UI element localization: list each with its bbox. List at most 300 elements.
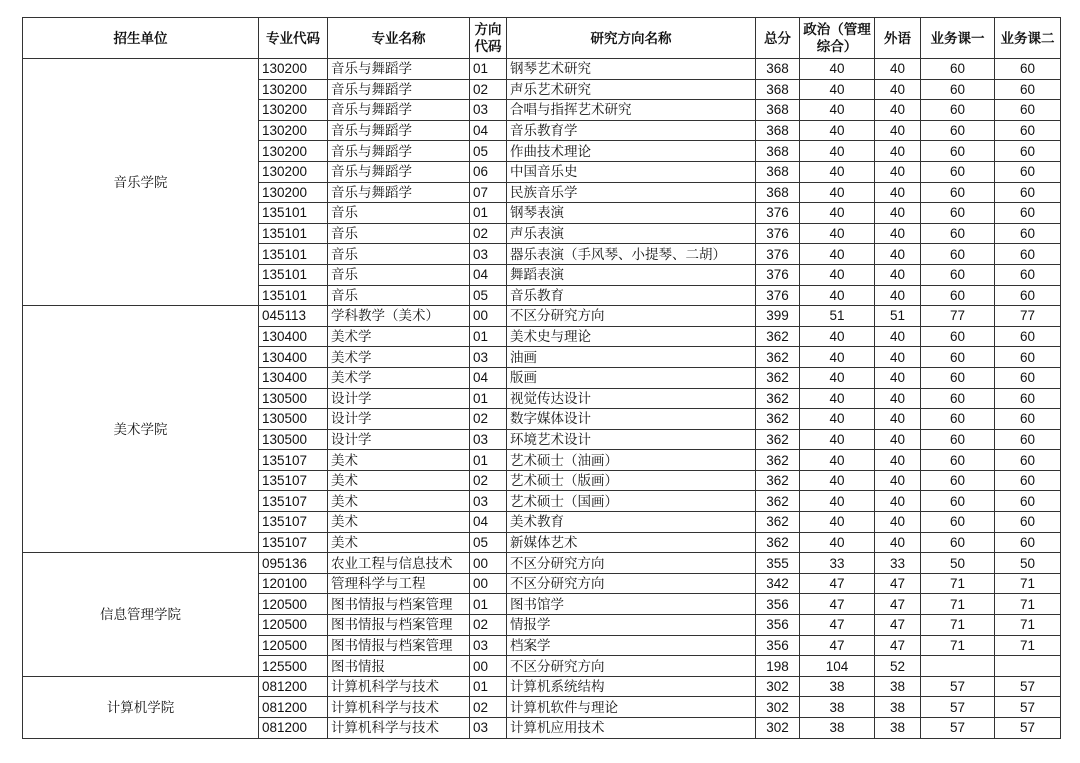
major-name: 图书情报与档案管理 (328, 615, 470, 636)
course-2-score: 60 (995, 409, 1061, 430)
total-score: 362 (756, 347, 800, 368)
foreign-language-score: 40 (875, 161, 921, 182)
major-code: 130400 (259, 326, 328, 347)
politics-score: 40 (800, 244, 875, 265)
course-2-score: 60 (995, 388, 1061, 409)
total-score: 368 (756, 182, 800, 203)
major-name: 美术 (328, 491, 470, 512)
major-name: 音乐与舞蹈学 (328, 161, 470, 182)
direction-code: 01 (470, 594, 507, 615)
direction-name: 合唱与指挥艺术研究 (507, 100, 756, 121)
direction-code: 00 (470, 656, 507, 677)
course-1-score: 60 (921, 141, 995, 162)
course-2-score: 60 (995, 429, 1061, 450)
direction-name: 不区分研究方向 (507, 553, 756, 574)
header-total: 总分 (756, 18, 800, 59)
course-2-score: 60 (995, 100, 1061, 121)
course-1-score: 60 (921, 409, 995, 430)
direction-name: 计算机应用技术 (507, 718, 756, 739)
direction-name: 艺术硕士（油画） (507, 450, 756, 471)
direction-name: 钢琴表演 (507, 203, 756, 224)
header-foreign-language: 外语 (875, 18, 921, 59)
total-score: 376 (756, 223, 800, 244)
course-2-score: 60 (995, 203, 1061, 224)
major-code: 135101 (259, 264, 328, 285)
header-politics: 政治（管理综合） (800, 18, 875, 59)
total-score: 368 (756, 79, 800, 100)
foreign-language-score: 40 (875, 182, 921, 203)
course-2-score: 60 (995, 512, 1061, 533)
politics-score: 40 (800, 367, 875, 388)
foreign-language-score: 38 (875, 697, 921, 718)
foreign-language-score: 38 (875, 718, 921, 739)
course-1-score: 60 (921, 450, 995, 471)
direction-code: 03 (470, 244, 507, 265)
header-major-name: 专业名称 (328, 18, 470, 59)
total-score: 198 (756, 656, 800, 677)
unit-cell: 计算机学院 (23, 676, 259, 738)
major-name: 管理科学与工程 (328, 573, 470, 594)
direction-name: 中国音乐史 (507, 161, 756, 182)
major-code: 095136 (259, 553, 328, 574)
course-2-score: 50 (995, 553, 1061, 574)
course-1-score: 60 (921, 203, 995, 224)
politics-score: 38 (800, 676, 875, 697)
total-score: 302 (756, 718, 800, 739)
politics-score: 47 (800, 615, 875, 636)
major-code: 120500 (259, 615, 328, 636)
course-1-score: 60 (921, 100, 995, 121)
major-name: 农业工程与信息技术 (328, 553, 470, 574)
major-name: 计算机科学与技术 (328, 676, 470, 697)
direction-name: 艺术硕士（版画） (507, 470, 756, 491)
major-code: 081200 (259, 697, 328, 718)
major-code: 135107 (259, 512, 328, 533)
foreign-language-score: 40 (875, 244, 921, 265)
course-2-score: 57 (995, 697, 1061, 718)
major-code: 130200 (259, 100, 328, 121)
total-score: 368 (756, 100, 800, 121)
major-name: 音乐与舞蹈学 (328, 100, 470, 121)
direction-code: 04 (470, 264, 507, 285)
course-1-score: 60 (921, 532, 995, 553)
foreign-language-score: 40 (875, 367, 921, 388)
politics-score: 33 (800, 553, 875, 574)
major-code: 130400 (259, 347, 328, 368)
major-name: 音乐与舞蹈学 (328, 79, 470, 100)
major-code: 135101 (259, 203, 328, 224)
course-2-score: 60 (995, 285, 1061, 306)
politics-score: 40 (800, 182, 875, 203)
direction-code: 03 (470, 491, 507, 512)
course-1-score (921, 656, 995, 677)
politics-score: 38 (800, 697, 875, 718)
total-score: 362 (756, 326, 800, 347)
course-1-score: 57 (921, 676, 995, 697)
foreign-language-score: 40 (875, 512, 921, 533)
course-1-score: 60 (921, 285, 995, 306)
direction-code: 00 (470, 306, 507, 327)
total-score: 342 (756, 573, 800, 594)
course-2-score: 71 (995, 615, 1061, 636)
header-row (23, 18, 1061, 59)
table-row (23, 553, 1061, 574)
course-2-score: 60 (995, 347, 1061, 368)
direction-code: 04 (470, 512, 507, 533)
course-2-score: 60 (995, 141, 1061, 162)
course-2-score: 60 (995, 491, 1061, 512)
total-score: 376 (756, 244, 800, 265)
direction-code: 04 (470, 120, 507, 141)
direction-code: 01 (470, 676, 507, 697)
direction-code: 01 (470, 59, 507, 80)
course-2-score: 60 (995, 450, 1061, 471)
direction-name: 不区分研究方向 (507, 573, 756, 594)
major-code: 135107 (259, 470, 328, 491)
total-score: 368 (756, 141, 800, 162)
total-score: 302 (756, 676, 800, 697)
foreign-language-score: 40 (875, 223, 921, 244)
direction-code: 06 (470, 161, 507, 182)
course-1-score: 71 (921, 615, 995, 636)
foreign-language-score: 40 (875, 79, 921, 100)
course-1-score: 71 (921, 635, 995, 656)
course-1-score: 57 (921, 697, 995, 718)
politics-score: 40 (800, 409, 875, 430)
direction-code: 04 (470, 367, 507, 388)
politics-score: 40 (800, 120, 875, 141)
major-code: 130500 (259, 409, 328, 430)
major-code: 120500 (259, 635, 328, 656)
direction-name: 声乐表演 (507, 223, 756, 244)
direction-code: 00 (470, 573, 507, 594)
course-2-score: 57 (995, 718, 1061, 739)
direction-name: 不区分研究方向 (507, 306, 756, 327)
total-score: 356 (756, 594, 800, 615)
direction-name: 视觉传达设计 (507, 388, 756, 409)
foreign-language-score: 40 (875, 409, 921, 430)
foreign-language-score: 52 (875, 656, 921, 677)
total-score: 356 (756, 615, 800, 636)
course-1-score: 71 (921, 594, 995, 615)
major-code: 135107 (259, 532, 328, 553)
course-2-score: 77 (995, 306, 1061, 327)
major-code: 135107 (259, 491, 328, 512)
course-2-score: 60 (995, 470, 1061, 491)
foreign-language-score: 33 (875, 553, 921, 574)
direction-code: 01 (470, 388, 507, 409)
major-code: 135101 (259, 223, 328, 244)
foreign-language-score: 47 (875, 635, 921, 656)
course-1-score: 50 (921, 553, 995, 574)
politics-score: 51 (800, 306, 875, 327)
course-1-score: 60 (921, 59, 995, 80)
foreign-language-score: 40 (875, 264, 921, 285)
header-course-1: 业务课一 (921, 18, 995, 59)
major-code: 130200 (259, 161, 328, 182)
total-score: 362 (756, 388, 800, 409)
major-name: 设计学 (328, 429, 470, 450)
direction-code: 07 (470, 182, 507, 203)
direction-name: 计算机系统结构 (507, 676, 756, 697)
major-code: 045113 (259, 306, 328, 327)
direction-code: 02 (470, 697, 507, 718)
course-1-score: 60 (921, 244, 995, 265)
total-score: 362 (756, 367, 800, 388)
total-score: 362 (756, 491, 800, 512)
direction-code: 00 (470, 553, 507, 574)
major-name: 美术学 (328, 326, 470, 347)
direction-name: 版画 (507, 367, 756, 388)
course-1-score: 57 (921, 718, 995, 739)
direction-name: 油画 (507, 347, 756, 368)
total-score: 362 (756, 409, 800, 430)
direction-name: 计算机软件与理论 (507, 697, 756, 718)
direction-code: 01 (470, 326, 507, 347)
politics-score: 40 (800, 285, 875, 306)
direction-name: 音乐教育 (507, 285, 756, 306)
politics-score: 40 (800, 79, 875, 100)
course-1-score: 77 (921, 306, 995, 327)
total-score: 362 (756, 532, 800, 553)
politics-score: 40 (800, 223, 875, 244)
major-name: 图书情报与档案管理 (328, 635, 470, 656)
major-code: 130400 (259, 367, 328, 388)
politics-score: 40 (800, 326, 875, 347)
direction-name: 美术教育 (507, 512, 756, 533)
direction-name: 不区分研究方向 (507, 656, 756, 677)
major-name: 计算机科学与技术 (328, 697, 470, 718)
major-code: 130200 (259, 141, 328, 162)
major-code: 130200 (259, 120, 328, 141)
unit-cell: 音乐学院 (23, 59, 259, 306)
foreign-language-score: 40 (875, 120, 921, 141)
total-score: 376 (756, 203, 800, 224)
foreign-language-score: 40 (875, 347, 921, 368)
politics-score: 47 (800, 573, 875, 594)
direction-name: 环境艺术设计 (507, 429, 756, 450)
direction-name: 情报学 (507, 615, 756, 636)
score-table (22, 17, 1061, 739)
politics-score: 40 (800, 512, 875, 533)
table-row (23, 59, 1061, 80)
direction-name: 民族音乐学 (507, 182, 756, 203)
direction-code: 03 (470, 635, 507, 656)
major-name: 美术 (328, 450, 470, 471)
total-score: 362 (756, 470, 800, 491)
direction-name: 钢琴艺术研究 (507, 59, 756, 80)
major-name: 计算机科学与技术 (328, 718, 470, 739)
course-2-score: 71 (995, 573, 1061, 594)
major-code: 130500 (259, 429, 328, 450)
major-name: 学科教学（美术） (328, 306, 470, 327)
major-name: 音乐与舞蹈学 (328, 182, 470, 203)
foreign-language-score: 40 (875, 470, 921, 491)
total-score: 302 (756, 697, 800, 718)
course-1-score: 60 (921, 470, 995, 491)
direction-name: 舞蹈表演 (507, 264, 756, 285)
major-name: 美术学 (328, 367, 470, 388)
major-name: 美术 (328, 470, 470, 491)
major-name: 音乐 (328, 203, 470, 224)
header-direction-code: 方向代码 (470, 18, 507, 59)
course-1-score: 60 (921, 347, 995, 368)
major-name: 音乐与舞蹈学 (328, 120, 470, 141)
major-code: 081200 (259, 676, 328, 697)
table-row (23, 306, 1061, 327)
foreign-language-score: 51 (875, 306, 921, 327)
foreign-language-score: 38 (875, 676, 921, 697)
major-code: 125500 (259, 656, 328, 677)
major-name: 音乐与舞蹈学 (328, 141, 470, 162)
major-code: 130200 (259, 59, 328, 80)
foreign-language-score: 47 (875, 594, 921, 615)
major-name: 音乐与舞蹈学 (328, 59, 470, 80)
direction-code: 03 (470, 718, 507, 739)
foreign-language-score: 40 (875, 100, 921, 121)
direction-name: 图书馆学 (507, 594, 756, 615)
major-code: 135101 (259, 244, 328, 265)
major-code: 130500 (259, 388, 328, 409)
course-1-score: 60 (921, 429, 995, 450)
politics-score: 40 (800, 264, 875, 285)
course-1-score: 60 (921, 79, 995, 100)
major-code: 130200 (259, 79, 328, 100)
direction-name: 作曲技术理论 (507, 141, 756, 162)
politics-score: 47 (800, 594, 875, 615)
total-score: 368 (756, 120, 800, 141)
direction-name: 声乐艺术研究 (507, 79, 756, 100)
header-major-code: 专业代码 (259, 18, 328, 59)
course-1-score: 60 (921, 264, 995, 285)
major-code: 120100 (259, 573, 328, 594)
major-code: 135107 (259, 450, 328, 471)
major-name: 设计学 (328, 409, 470, 430)
direction-name: 美术史与理论 (507, 326, 756, 347)
politics-score: 40 (800, 141, 875, 162)
foreign-language-score: 40 (875, 326, 921, 347)
direction-code: 05 (470, 285, 507, 306)
course-1-score: 60 (921, 326, 995, 347)
foreign-language-score: 40 (875, 203, 921, 224)
course-2-score: 60 (995, 120, 1061, 141)
course-1-score: 60 (921, 512, 995, 533)
major-name: 音乐 (328, 223, 470, 244)
unit-cell: 信息管理学院 (23, 553, 259, 677)
header-unit: 招生单位 (23, 18, 259, 59)
major-name: 设计学 (328, 388, 470, 409)
course-1-score: 60 (921, 388, 995, 409)
course-2-score (995, 656, 1061, 677)
politics-score: 47 (800, 635, 875, 656)
major-name: 音乐 (328, 264, 470, 285)
total-score: 362 (756, 429, 800, 450)
major-code: 081200 (259, 718, 328, 739)
politics-score: 40 (800, 59, 875, 80)
direction-name: 数字媒体设计 (507, 409, 756, 430)
total-score: 362 (756, 450, 800, 471)
total-score: 356 (756, 635, 800, 656)
direction-name: 艺术硕士（国画） (507, 491, 756, 512)
major-name: 图书情报与档案管理 (328, 594, 470, 615)
politics-score: 40 (800, 388, 875, 409)
direction-code: 05 (470, 141, 507, 162)
course-2-score: 60 (995, 264, 1061, 285)
politics-score: 40 (800, 429, 875, 450)
foreign-language-score: 40 (875, 388, 921, 409)
course-2-score: 71 (995, 594, 1061, 615)
direction-name: 档案学 (507, 635, 756, 656)
major-code: 120500 (259, 594, 328, 615)
course-2-score: 60 (995, 223, 1061, 244)
politics-score: 40 (800, 450, 875, 471)
politics-score: 40 (800, 470, 875, 491)
direction-name: 器乐表演（手风琴、小提琴、二胡） (507, 244, 756, 265)
unit-cell: 美术学院 (23, 306, 259, 553)
foreign-language-score: 47 (875, 615, 921, 636)
direction-name: 新媒体艺术 (507, 532, 756, 553)
course-1-score: 71 (921, 573, 995, 594)
politics-score: 40 (800, 532, 875, 553)
major-code: 130200 (259, 182, 328, 203)
total-score: 399 (756, 306, 800, 327)
direction-code: 02 (470, 79, 507, 100)
course-2-score: 60 (995, 59, 1061, 80)
direction-code: 01 (470, 203, 507, 224)
course-2-score: 57 (995, 676, 1061, 697)
direction-name: 音乐教育学 (507, 120, 756, 141)
course-1-score: 60 (921, 223, 995, 244)
direction-code: 03 (470, 100, 507, 121)
table-row (23, 676, 1061, 697)
course-1-score: 60 (921, 491, 995, 512)
total-score: 368 (756, 59, 800, 80)
major-name: 音乐 (328, 285, 470, 306)
major-name: 图书情报 (328, 656, 470, 677)
politics-score: 40 (800, 203, 875, 224)
major-name: 美术 (328, 532, 470, 553)
course-2-score: 60 (995, 161, 1061, 182)
total-score: 355 (756, 553, 800, 574)
course-2-score: 60 (995, 326, 1061, 347)
total-score: 376 (756, 285, 800, 306)
politics-score: 40 (800, 100, 875, 121)
total-score: 368 (756, 161, 800, 182)
course-1-score: 60 (921, 161, 995, 182)
major-code: 135101 (259, 285, 328, 306)
header-course-2: 业务课二 (995, 18, 1061, 59)
direction-code: 03 (470, 347, 507, 368)
course-1-score: 60 (921, 120, 995, 141)
direction-code: 02 (470, 409, 507, 430)
foreign-language-score: 40 (875, 141, 921, 162)
course-2-score: 71 (995, 635, 1061, 656)
course-1-score: 60 (921, 367, 995, 388)
course-2-score: 60 (995, 532, 1061, 553)
course-2-score: 60 (995, 244, 1061, 265)
total-score: 362 (756, 512, 800, 533)
total-score: 376 (756, 264, 800, 285)
major-name: 音乐 (328, 244, 470, 265)
direction-code: 01 (470, 450, 507, 471)
politics-score: 38 (800, 718, 875, 739)
politics-score: 40 (800, 161, 875, 182)
direction-code: 03 (470, 429, 507, 450)
direction-code: 05 (470, 532, 507, 553)
foreign-language-score: 40 (875, 532, 921, 553)
course-2-score: 60 (995, 367, 1061, 388)
foreign-language-score: 47 (875, 573, 921, 594)
